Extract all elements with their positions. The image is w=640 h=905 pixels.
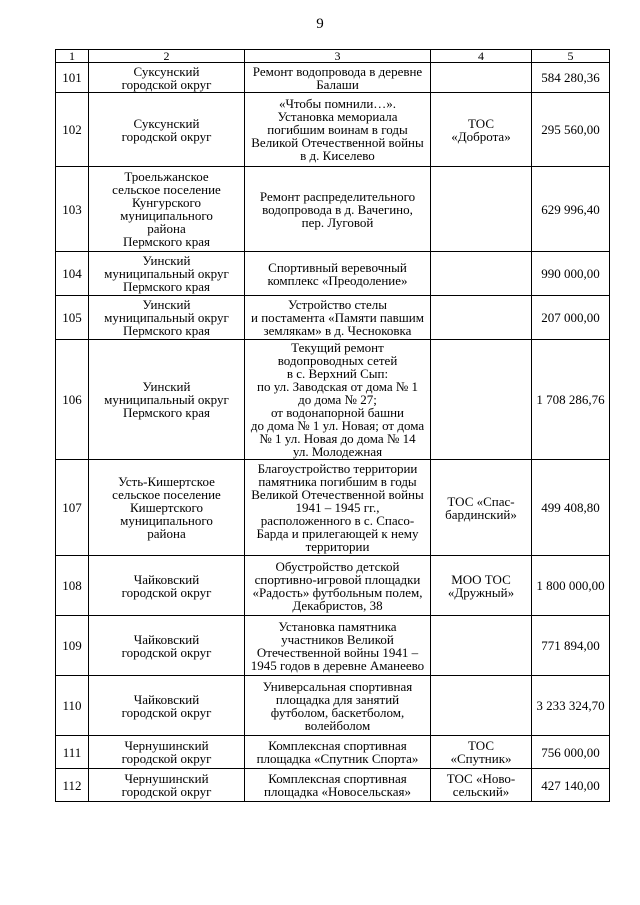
cell-line: ТОС	[468, 115, 494, 131]
amount-cell: 629 996,40	[532, 167, 610, 252]
cell-line: 1945 годов в деревне Аманеево	[250, 657, 425, 673]
cell-line: района	[147, 221, 186, 236]
tos-cell	[431, 616, 532, 676]
cell-line: Декабристов, 38	[292, 597, 383, 613]
tos-cell	[431, 340, 532, 460]
cell-line: Установка памятника	[278, 618, 397, 634]
tos-cell	[431, 252, 532, 296]
cell-line: Балаши	[316, 76, 359, 92]
municipality-cell	[89, 296, 245, 340]
cell-line: Чернушинский	[124, 738, 209, 753]
cell-line: спортивно-игровой площадки	[254, 571, 421, 587]
cell-line: Кунгурского	[132, 195, 201, 210]
row-number-cell: 109	[56, 616, 89, 676]
cell-line: расположенного в с. Спасо-	[260, 513, 415, 528]
cell-line: водопровода в д. Вачегино,	[262, 201, 413, 217]
cell-line: «Чтобы помнили…».	[278, 96, 397, 111]
cell-line: Чернушинский	[124, 771, 209, 786]
cell-line: городской округ	[121, 76, 212, 92]
amount-cell: 990 000,00	[532, 252, 610, 296]
project-cell	[245, 93, 431, 167]
cell-line: «Радость» футбольным полем,	[252, 584, 423, 600]
project-cell	[245, 676, 431, 736]
municipality-cell	[89, 676, 245, 736]
column-header: 3	[245, 50, 431, 63]
cell-line: территории	[305, 539, 370, 554]
cell-line: пер. Луговой	[301, 214, 374, 230]
cell-line: Троельжанское	[124, 169, 209, 184]
cell-line: ТОС «Спас-	[447, 493, 515, 509]
cell-line: в д. Киселево	[300, 148, 375, 163]
amount-cell: 1 800 000,00	[532, 556, 610, 616]
cell-line: сельское поселение	[112, 487, 221, 502]
cell-line: землякам» в д. Чесноковка	[263, 323, 412, 338]
cell-line: Барда и прилегающей к нему	[256, 526, 419, 541]
column-header: 5	[532, 50, 610, 63]
cell-line: «Дружный»	[447, 584, 515, 600]
row-number-cell: 105	[56, 296, 89, 340]
cell-line: Пермского края	[123, 234, 210, 249]
cell-line: водопроводных сетей	[277, 353, 398, 368]
cell-line: Благоустройство территории	[257, 461, 418, 476]
project-cell	[245, 296, 431, 340]
project-cell	[245, 252, 431, 296]
amount-cell: 295 560,00	[532, 93, 610, 167]
cell-line: Великой Отечественной войны	[251, 135, 424, 150]
cell-line: Ремонт водопровода в деревне	[252, 63, 423, 79]
cell-line: Пермского края	[123, 279, 210, 294]
row-number-cell: 101	[56, 63, 89, 93]
table-row	[56, 296, 610, 340]
projects-table	[55, 49, 610, 802]
municipality-cell	[89, 616, 245, 676]
table-row	[56, 340, 610, 460]
cell-line: Уинский	[142, 297, 191, 312]
municipality-cell	[89, 63, 245, 93]
cell-line: Кишертского	[129, 500, 203, 515]
cell-line: Обустройство детской	[275, 558, 400, 574]
project-cell	[245, 63, 431, 93]
project-cell	[245, 616, 431, 676]
row-number-cell: 108	[56, 556, 89, 616]
row-number-cell: 106	[56, 340, 89, 460]
cell-line: сельское поселение	[112, 182, 221, 197]
amount-cell: 1 708 286,76	[532, 340, 610, 460]
tos-cell	[431, 460, 532, 556]
cell-line: муниципального	[120, 513, 213, 528]
column-header: 2	[89, 50, 245, 63]
amount-cell: 207 000,00	[532, 296, 610, 340]
cell-line: Пермского края	[123, 323, 210, 338]
table-row	[56, 63, 610, 93]
cell-line: Суксунский	[133, 115, 200, 131]
table-row	[56, 736, 610, 769]
cell-line: ТОС	[468, 738, 494, 753]
cell-line: 1941 – 1945 гг.,	[295, 500, 380, 515]
row-number-cell: 112	[56, 769, 89, 802]
municipality-cell	[89, 252, 245, 296]
cell-line: Пермского края	[123, 405, 210, 420]
tos-cell	[431, 676, 532, 736]
row-number-cell: 102	[56, 93, 89, 167]
cell-line: Отечественной войны 1941 –	[256, 644, 419, 660]
municipality-cell	[89, 736, 245, 769]
table-row	[56, 252, 610, 296]
table-row	[56, 460, 610, 556]
municipality-cell	[89, 460, 245, 556]
project-cell	[245, 340, 431, 460]
header-row	[56, 50, 610, 63]
cell-line: ТОС «Ново-	[446, 771, 516, 786]
tos-cell	[431, 63, 532, 93]
table-row	[56, 676, 610, 736]
cell-line: по ул. Заводская от дома № 1	[256, 379, 419, 394]
project-cell	[245, 769, 431, 802]
cell-line: футболом, баскетболом,	[270, 704, 405, 720]
cell-line: Текущий ремонт	[291, 340, 384, 355]
amount-cell: 499 408,80	[532, 460, 610, 556]
project-cell	[245, 736, 431, 769]
cell-line: муниципальный округ	[104, 266, 229, 281]
cell-line: ул. Молодежная	[292, 444, 383, 459]
cell-line: «Спутник»	[450, 751, 512, 766]
cell-line: Ремонт распределительного	[259, 188, 416, 204]
cell-line: городской округ	[121, 128, 212, 144]
cell-line: от водонапорной башни	[270, 405, 405, 420]
row-number-cell: 110	[56, 676, 89, 736]
cell-line: Суксунский	[133, 63, 200, 79]
cell-line: городской округ	[121, 644, 212, 660]
municipality-cell	[89, 167, 245, 252]
tos-cell	[431, 736, 532, 769]
cell-line: бардинский»	[445, 506, 517, 522]
cell-line: в с. Верхний Сып:	[286, 366, 389, 381]
tos-cell	[431, 769, 532, 802]
row-number-cell: 107	[56, 460, 89, 556]
cell-line: Уинский	[142, 253, 191, 268]
cell-line: сельский»	[452, 784, 510, 799]
project-cell	[245, 167, 431, 252]
cell-line: площадка «Новосельская»	[264, 784, 411, 799]
cell-line: муниципального	[120, 208, 213, 223]
cell-line: площадка «Спутник Спорта»	[256, 751, 419, 766]
tos-cell	[431, 296, 532, 340]
cell-line: Великой Отечественной войны	[251, 487, 424, 502]
cell-line: Устройство стелы	[288, 297, 387, 312]
cell-line: комплекс «Преодоление»	[267, 272, 408, 288]
table-row	[56, 167, 610, 252]
amount-cell: 756 000,00	[532, 736, 610, 769]
table-row	[56, 769, 610, 802]
cell-line: района	[147, 526, 186, 541]
cell-line: Чайковский	[133, 691, 200, 707]
cell-line: Комплексная спортивная	[268, 738, 407, 753]
cell-line: Усть-Кишертское	[118, 474, 215, 489]
cell-line: городской округ	[121, 751, 212, 766]
municipality-cell	[89, 769, 245, 802]
municipality-cell	[89, 93, 245, 167]
cell-line: Чайковский	[133, 571, 200, 587]
cell-line: № 1 ул. Новая до дома № 14	[259, 431, 416, 446]
cell-line: Уинский	[142, 379, 191, 394]
cell-line: городской округ	[121, 704, 212, 720]
cell-line: Спортивный веревочный	[268, 259, 407, 275]
table-row	[56, 93, 610, 167]
table-body	[56, 63, 610, 802]
amount-cell: 427 140,00	[532, 769, 610, 802]
cell-line: погибшим воинам в годы	[267, 122, 408, 137]
municipality-cell	[89, 340, 245, 460]
table-row	[56, 556, 610, 616]
tos-cell	[431, 556, 532, 616]
page-number: 9	[316, 16, 324, 32]
row-number-cell: 111	[56, 736, 89, 769]
cell-line: городской округ	[121, 784, 212, 799]
row-number-cell: 104	[56, 252, 89, 296]
cell-line: городской округ	[121, 584, 212, 600]
cell-line: муниципальный округ	[104, 392, 229, 407]
cell-line: и постамента «Памяти павшим	[251, 310, 424, 325]
cell-line: «Доброта»	[451, 128, 511, 144]
column-header: 4	[431, 50, 532, 63]
cell-line: муниципальный округ	[104, 310, 229, 325]
amount-cell: 771 894,00	[532, 616, 610, 676]
cell-line: Комплексная спортивная	[268, 771, 407, 786]
cell-line: волейболом	[304, 717, 371, 733]
amount-cell: 3 233 324,70	[532, 676, 610, 736]
cell-line: Универсальная спортивная	[262, 678, 413, 694]
amount-cell: 584 280,36	[532, 63, 610, 93]
project-cell	[245, 556, 431, 616]
municipality-cell	[89, 556, 245, 616]
cell-line: до дома № 1 ул. Новая; от дома	[250, 418, 425, 433]
project-cell	[245, 460, 431, 556]
cell-line: до дома № 27;	[298, 392, 377, 407]
tos-cell	[431, 167, 532, 252]
tos-cell	[431, 93, 532, 167]
table-row	[56, 616, 610, 676]
cell-line: Установка мемориала	[277, 109, 398, 124]
cell-line: площадка для занятий	[275, 691, 400, 707]
row-number-cell: 103	[56, 167, 89, 252]
cell-line: участников Великой	[281, 631, 394, 647]
column-header: 1	[56, 50, 89, 63]
cell-line: МОО ТОС	[451, 571, 511, 587]
cell-line: памятника погибшим в годы	[258, 474, 417, 489]
cell-line: Чайковский	[133, 631, 200, 647]
